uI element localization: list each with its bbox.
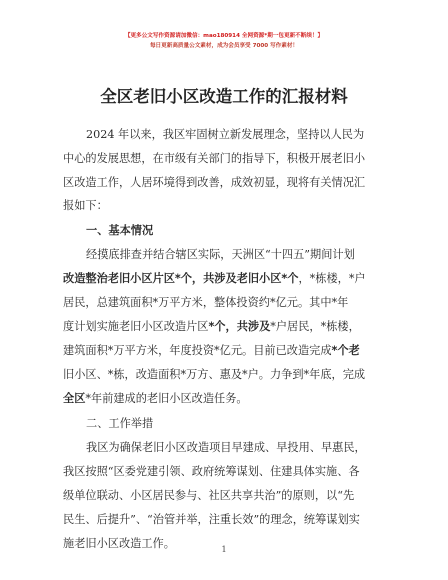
section2-line-3: 级单位联动、小区居民参与、社区共享共治”的原则，以“先 — [63, 489, 355, 502]
document-title: 全区老旧小区改造工作的汇报材料 — [100, 87, 348, 106]
section1-bold-text: 共涉及 — [236, 320, 271, 333]
intro-line-2: 中心的发展思想，在市级有关部门的指导下，积极开展老旧小 — [63, 152, 366, 165]
section1-line-4 — [63, 320, 360, 334]
section1-line-3: 居民，总建筑面积*万平方米，整体投资约*亿元。其中*年 — [63, 296, 349, 309]
section1-text: *年前建成的老旧小区改造任务。 — [85, 392, 248, 405]
section2-line-1: 我区为确保老旧小区改造项目早建成、早投用、早惠民， — [86, 441, 366, 454]
section1-line-5 — [63, 344, 360, 358]
section1-line-1: 经摸底排查并结合辖区实际，天洲区“十四五”期间计划 — [86, 248, 355, 261]
section1-bold-text: 共涉及老旧小区*个 — [203, 272, 299, 285]
intro-line-4: 报如下： — [63, 199, 108, 212]
section1-line-2 — [63, 272, 366, 286]
section1-bold-text: *个， — [208, 320, 237, 333]
section1-line-7 — [63, 392, 248, 406]
section2-line-2: 我区按照“区委党建引领、政府统筹谋划、住建具体实施、各 — [63, 465, 360, 478]
section1-text: 度计划实施老旧小区改造片区 — [63, 320, 209, 333]
section1-text: ，*栋楼，*户 — [298, 272, 366, 285]
intro-line-1: 2024 年以来，我区牢固树立新发展理念，坚持以人民为 — [86, 128, 365, 141]
section-heading-measures: 二、工作举措 — [86, 417, 154, 430]
page-number: 1 — [221, 545, 227, 554]
section2-line-5: 施老旧小区改造工作。 — [63, 537, 175, 550]
section-heading-basic-info: 一、基本情况 — [86, 224, 154, 237]
section1-bold-text: *个老 — [331, 344, 360, 357]
section1-bold-text: 全区 — [63, 392, 86, 405]
promo-banner-line-1: 【更多公文写作资源请加微信：mao180914 全网资源*期一包更新不断续！】 — [124, 33, 324, 39]
section2-line-4: 民生、后提升”、“治管并举，注重长效”的理念，统筹谋划实 — [63, 513, 360, 526]
section1-text: *户居民，*栋楼， — [270, 320, 360, 333]
intro-line-3: 区改造工作，人居环境得到改善，成效初显，现将有关情况汇 — [63, 176, 366, 189]
promo-banner-line-2: 每日更新高质量公文素材，成为会员享受 7000 写作素材！ — [149, 43, 299, 49]
section1-line-6: 旧小区、*栋，改造面积*万方、惠及*户。力争到*年底，完成 — [63, 368, 366, 381]
section1-text: 建筑面积*万平方米，年度投资*亿元。目前已改造完成 — [63, 344, 332, 357]
section1-bold-text: 改造整治老旧小区片区*个， — [63, 272, 204, 285]
